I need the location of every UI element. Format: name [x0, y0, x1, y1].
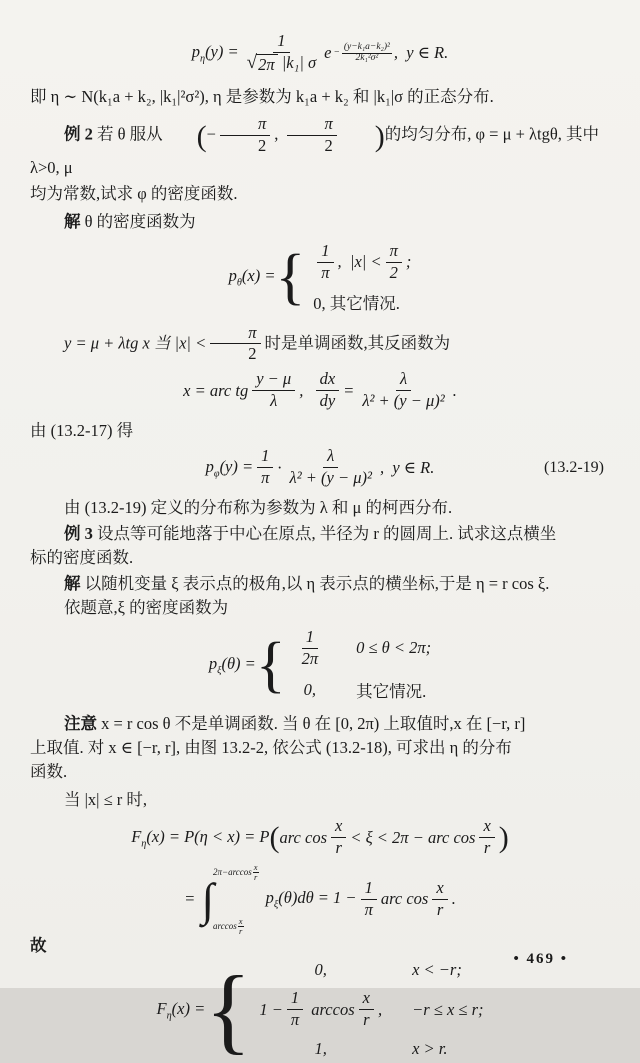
left-brace: { — [255, 630, 286, 699]
domain-note: , y ∈ R. — [393, 43, 449, 63]
formula-pxi-piecewise: $p_\xi(\theta)$ = { $\frac{1}{2\pi}$ 0 ≤ θ < 2π; 0, 其它情况. — [208, 626, 432, 701]
fraction: 1 √ 2π |k₁| σ — [246, 31, 317, 74]
equation-number: (13.2-19) — [544, 458, 604, 476]
right-paren: ) — [374, 120, 385, 154]
integral: ∫ 2π−arccos $\frac{x}{r}$ arccos $\frac{x}{r}$ — [201, 862, 258, 936]
formula-cdf-piecewise: $F_\eta(x)$ = { 0, x < −r; 1 − $\frac{1}{\pi}$ arccos $\frac{x}{r}$ , −r ≤ x ≤ r; 1, x > r. — [156, 955, 484, 1063]
left-brace: { — [275, 243, 306, 312]
formula-normal-density — [30, 32, 610, 75]
note-label: 注意 — [64, 713, 97, 733]
formula-integral: = ∫ 2π−arccos $\frac{x}{r}$ arccos $\frac{x}{r}$ $p_\xi(\theta)d\theta = 1$ − $\frac{1}{\pi}$ arc cos $\frac{x}{r}$ . — [184, 862, 456, 936]
paragraph-note-cont2: 函数. — [30, 761, 68, 781]
formula-ptheta-piecewise: $p_\theta(x)$ = { $\frac{1}{\pi}$ , |x| < $\frac{\pi}{2}$ ; 0, 其它情况. — [228, 240, 412, 313]
fraction: $\frac{\pi}{2}$ — [210, 324, 260, 365]
left-paren: ( — [269, 820, 280, 854]
fraction: $\frac{\pi}{2}$ — [220, 115, 270, 156]
paragraph-solution-2: 解 θ 的密度函数为 — [64, 211, 196, 231]
paragraph-example-2: 例 2 若 θ 服从 (− $\frac{\pi}{2}$ , $\frac{\pi}{2}$ )的均匀分布, φ = μ + λtgθ, 其中 λ>0, μ — [30, 113, 599, 177]
sqrt-radical: √ 2π — [247, 54, 278, 75]
paragraph-when: 当 |x| ≤ r 时, — [64, 789, 148, 809]
formula-inverse-function: x = arc tg $\frac{y - \mu}{\lambda}$ , $\frac{dx}{dy}$ = $\frac{\lambda}{\text{λ² + (y − μ)²}}$ . — [183, 369, 457, 411]
paragraph-by-formula: 由 (13.2-17) 得 — [30, 421, 134, 441]
piecewise-cases: { 0, x < −r; 1 − $\frac{1}{\pi}$ arccos $\frac{x}{r}$ , −r ≤ x ≤ r; 1, x > r. — [205, 955, 484, 1063]
paragraph-note: 注意 x = r cos θ 不是单调函数. 当 θ 在 [0, 2π) 上取值时,x 在 [−r, r] — [64, 713, 526, 733]
math-lhs: $p_\eta(y)$ = — [191, 42, 239, 65]
piecewise-cases: { $\frac{1}{2\pi}$ 0 ≤ θ < 2π; 0, 其它情况. — [255, 626, 432, 701]
formula-cdf-probability: $F_\eta(x) = P(\eta < x) = P$ ( arc cos $\frac{x}{r}$ < ξ < 2π − arc cos $\frac{x}{r}$ ) — [131, 816, 509, 858]
example-3-label: 例 3 — [64, 524, 93, 544]
solution-label: 解 — [64, 211, 81, 231]
solution-label: 解 — [64, 574, 81, 593]
paragraph-example-2-cont: 均为常数,试求 φ 的密度函数. — [30, 183, 238, 203]
paragraph-solution-3-cont: 依题意,ξ 的密度函数为 — [64, 597, 229, 617]
page-number: • 469 • — [513, 951, 568, 967]
paragraph-example-3-cont: 标的密度函数. — [30, 548, 134, 568]
right-paren: ) — [498, 820, 509, 854]
left-brace: { — [205, 955, 252, 1063]
paragraph-note-cont1: 上取值. 对 x ∈ [−r, r], 由图 13.2-2, 依公式 (13.2-18), 可求出 η 的分布 — [30, 737, 512, 757]
piecewise-cases: { $\frac{1}{\pi}$ , |x| < $\frac{\pi}{2}$ ; 0, 其它情况. — [275, 240, 412, 313]
euler-e: e — [324, 43, 332, 63]
paragraph-therefore: 故 — [30, 936, 47, 956]
integral-sign: ∫ — [201, 873, 215, 925]
fraction: $\frac{\pi}{2}$ — [287, 115, 337, 156]
paragraph-monotonic: y = μ + λtg x 当 |x| < $\frac{\pi}{2}$ 时是单调函数,其反函数为 — [64, 322, 451, 364]
paragraph-normal-distribution: 即 η ∼ N(k₁a + k₂, |k₁|²σ²), η 是参数为 k₁a + k₂ 和 |k₁|σ 的正态分布. — [30, 86, 494, 106]
left-paren: ( — [196, 120, 207, 154]
paragraph-cauchy-name: 由 (13.2-19) 定义的分布称为参数为 λ 和 μ 的柯西分布. — [64, 498, 453, 518]
paragraph-example-3: 例 3 设点等可能地落于中心在原点, 半径为 r 的圆周上. 试求这点横坐 — [64, 524, 557, 544]
example-2-label: 例 2 — [64, 124, 93, 144]
paragraph-solution-3: 解 以随机变量 ξ 表示点的极角,以 η 表示点的横坐标,于是 η = r cos ξ. — [64, 574, 550, 593]
formula-cauchy-density: $p_\varphi(y)$ = $\frac{1}{\pi}$ · $\frac{\lambda}{\text{λ² + (y − μ)²}}$ , y ∈ R. (13.2-19) — [205, 446, 604, 488]
exponent: − $\frac{\text{(y−k₁a−k₂)²}}{\text{2k₁²σ²}}$ — [333, 42, 390, 63]
